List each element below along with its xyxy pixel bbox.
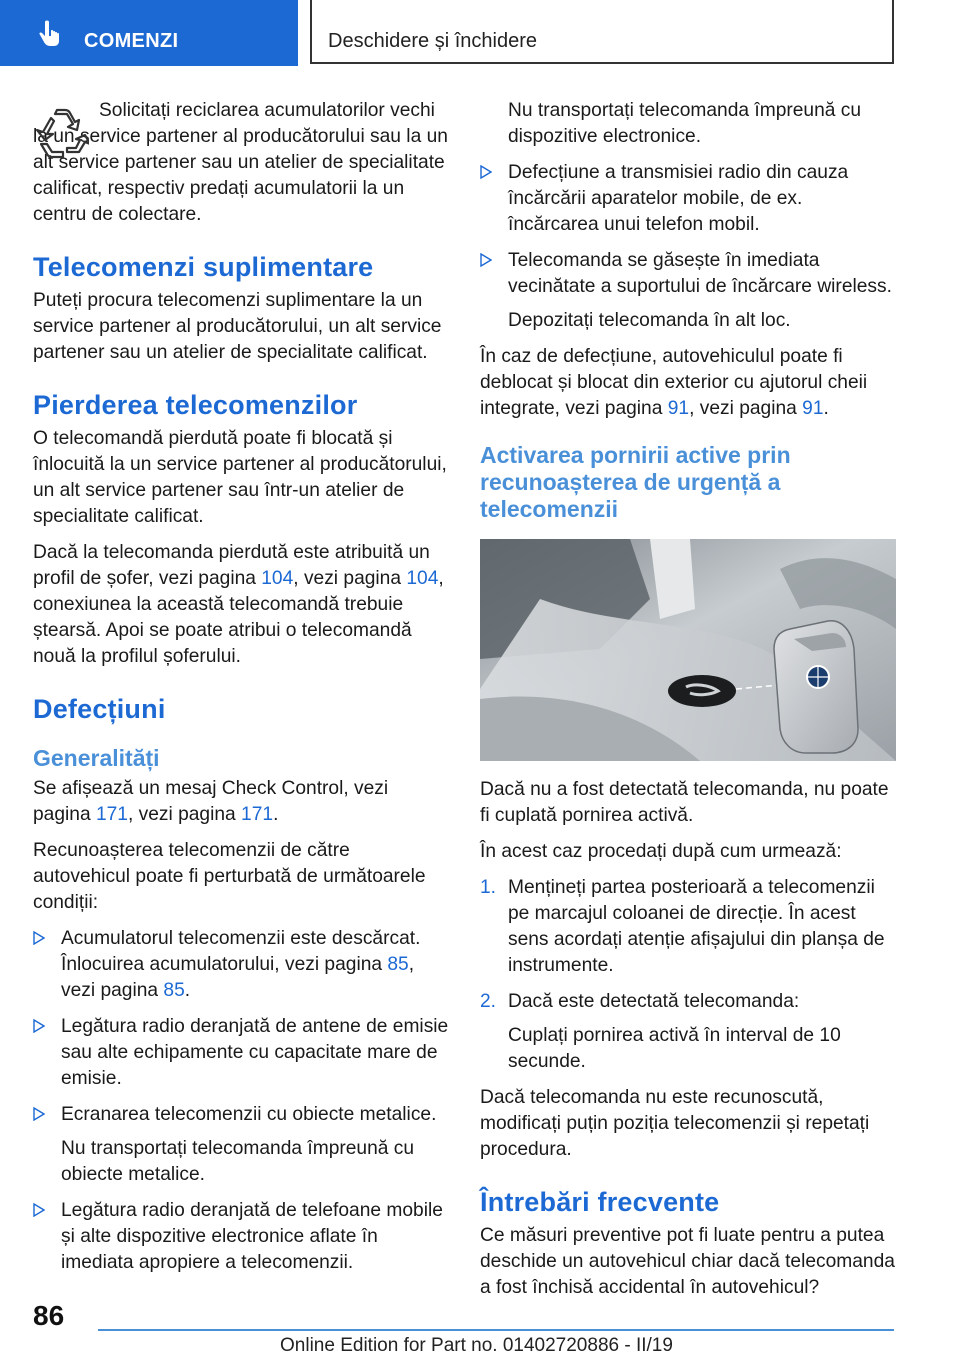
fault-list — [33, 926, 449, 1276]
page-link[interactable]: 85 — [387, 954, 409, 975]
step-number: 2. — [480, 991, 497, 1012]
step-note: Cuplați pornirea activă în interval de 10 secunde. — [508, 1025, 841, 1072]
hand-icon — [34, 19, 64, 49]
footer-divider — [98, 1329, 894, 1331]
text-segment: , vezi pagina — [127, 804, 242, 825]
heading-general: Generalități — [33, 745, 160, 771]
text-segment: . — [823, 398, 829, 419]
paragraph-general — [33, 776, 449, 828]
triangle-bullet-icon — [33, 1203, 45, 1217]
paragraph-unrecognized: Dacă telecomanda nu este recunoscută, modificați puțin poziția telecomenzii și repetați procedura. — [480, 1087, 870, 1160]
list-item — [33, 1014, 449, 1092]
list-item — [33, 926, 449, 1004]
tab-section-label: Deschidere și închidere — [328, 30, 537, 52]
page-link[interactable]: 85 — [163, 980, 185, 1001]
fault-list-continued — [480, 160, 896, 334]
heading-emergency-detection: Activarea pornirii active prin recunoașterea de urgență a telecomenzii — [480, 442, 791, 522]
list-item-text: Telecomanda se găsește în imediata vecinătate a suportului de încărcare wireless. — [508, 250, 892, 297]
heading-lost-remotes: Pierderea telecomenzilor — [33, 390, 358, 420]
text-segment: Acumulatorul telecomenzii este descărcat. Înlocuirea acumulatorului, vezi pagina — [61, 928, 421, 975]
step-item — [480, 875, 896, 979]
text-segment: Dacă la telecomanda pierdută este atribuită un profil de șofer, vezi pagina — [33, 542, 430, 589]
triangle-bullet-icon — [33, 1019, 45, 1033]
paragraph-proceed: În acest caz procedați după cum urmează: — [480, 841, 842, 862]
list-item-note: Nu transportați telecomanda împreună cu obiecte metalice. — [61, 1138, 415, 1185]
paragraph-extra-remotes: Puteți procura telecomenzi suplimentare la un service partener al producătorului, un alt service partener sau un atelier de specialitate calificat. — [33, 290, 442, 363]
paragraph-lost-1: O telecomandă pierdută poate fi blocată și înlocuită la un service partener al producătorului, un alt service partener sau într-un atelier de specialitate calificat. — [33, 428, 447, 527]
right-column — [480, 98, 896, 1311]
text-segment: , vezi pagina — [61, 954, 415, 1001]
steering-column-illustration — [480, 539, 896, 761]
page-link[interactable]: 104 — [406, 568, 439, 589]
list-item-note: Depozitați telecomanda în alt loc. — [508, 310, 791, 331]
tab-start-label: COMENZI — [84, 30, 179, 52]
text-segment: , vezi pagina — [293, 568, 407, 589]
list-item-text: Legătura radio deranjată de antene de emisie sau alte echipamente cu capacitate mare de emisie. — [61, 1016, 449, 1089]
steps-list — [480, 875, 896, 1075]
list-item — [33, 1102, 449, 1188]
page-link[interactable]: 91 — [667, 398, 690, 419]
triangle-bullet-icon — [33, 1107, 45, 1121]
recycle-icon — [33, 108, 89, 162]
edition-line: Online Edition for Part no. 01402720886 - II/19 — [280, 1335, 673, 1356]
triangle-bullet-icon — [480, 253, 492, 267]
page-header — [0, 0, 960, 66]
list-item — [480, 160, 896, 238]
page-number: 86 — [33, 1300, 65, 1331]
triangle-bullet-icon — [480, 165, 492, 179]
recycle-text: Solicitați reciclarea acumulatorilor vechi la un service partener al producătorului sau la un alt service partener sau un atelier de specialitate calificat, respectiv predați acumulatorii la un centru de colectare. — [33, 100, 448, 225]
tab-start[interactable] — [0, 0, 298, 66]
recycle-notice — [33, 98, 449, 228]
list-item — [480, 248, 896, 334]
steering-column-photo — [480, 539, 896, 761]
list-item-text: Defecțiune a transmisiei radio din cauza încărcării aparatelor mobile, de ex. încărcarea unui telefon mobil. — [508, 162, 849, 235]
paragraph-lost-2 — [33, 540, 449, 670]
text-segment: , conexiunea la această telecomandă trebuie ștearsă. Apoi se poate atribui o telecomandă nouă la profilul șoferului. — [33, 568, 444, 667]
text-segment: În caz de defecțiune, autovehiculul poate fi deblocat și blocat din exterior cu ajutorul cheii integrate, vezi pagina — [480, 346, 868, 419]
list-item-text: Ecranarea telecomenzii cu obiecte metalice. — [61, 1104, 437, 1125]
page-link[interactable]: 171 — [95, 804, 128, 825]
step-text: Dacă este detectată telecomanda: — [508, 991, 800, 1012]
text-segment: . — [184, 980, 191, 1001]
text-segment: Se afișează un mesaj Check Control, vezi pagina — [33, 778, 389, 825]
text-segment: . — [273, 804, 279, 825]
list-item-text: Legătura radio deranjată de telefoane mobile și alte dispozitive electronice aflate în imediata apropiere a telecomenzii. — [61, 1200, 443, 1273]
step-number: 1. — [480, 877, 497, 898]
paragraph-fault-unlock — [480, 344, 896, 422]
heading-faq: Întrebări frecvente — [480, 1187, 720, 1217]
step-text: Mențineți partea posterioară a telecomenzii pe marcajul coloanei de direcție. În acest sens acordați atenție afișajului din planșa de instrumente. — [508, 877, 885, 976]
text-segment: , vezi pagina — [689, 398, 803, 419]
page-link[interactable]: 91 — [802, 398, 824, 419]
triangle-bullet-icon — [33, 931, 45, 945]
paragraph-faq: Ce măsuri preventive pot fi luate pentru a putea deschide un autovehicul chiar dacă telecomanda a fost închisă accidental în autovehicul? — [480, 1225, 895, 1298]
paragraph-recognition: Recunoașterea telecomenzii de către autovehicul poate fi perturbată de următoarele condiții: — [33, 840, 426, 913]
continued-note: Nu transportați telecomanda împreună cu dispozitive electronice. — [508, 100, 862, 147]
page-link[interactable]: 104 — [261, 568, 294, 589]
tab-section[interactable] — [310, 0, 894, 64]
list-item — [33, 1198, 449, 1276]
paragraph-not-detected: Dacă nu a fost detectată telecomanda, nu poate fi cuplată pornirea activă. — [480, 779, 889, 826]
left-column — [33, 98, 449, 1286]
heading-extra-remotes: Telecomenzi suplimentare — [33, 252, 374, 282]
page-link[interactable]: 171 — [241, 804, 274, 825]
heading-faults: Defecțiuni — [33, 694, 166, 724]
step-item — [480, 989, 896, 1075]
